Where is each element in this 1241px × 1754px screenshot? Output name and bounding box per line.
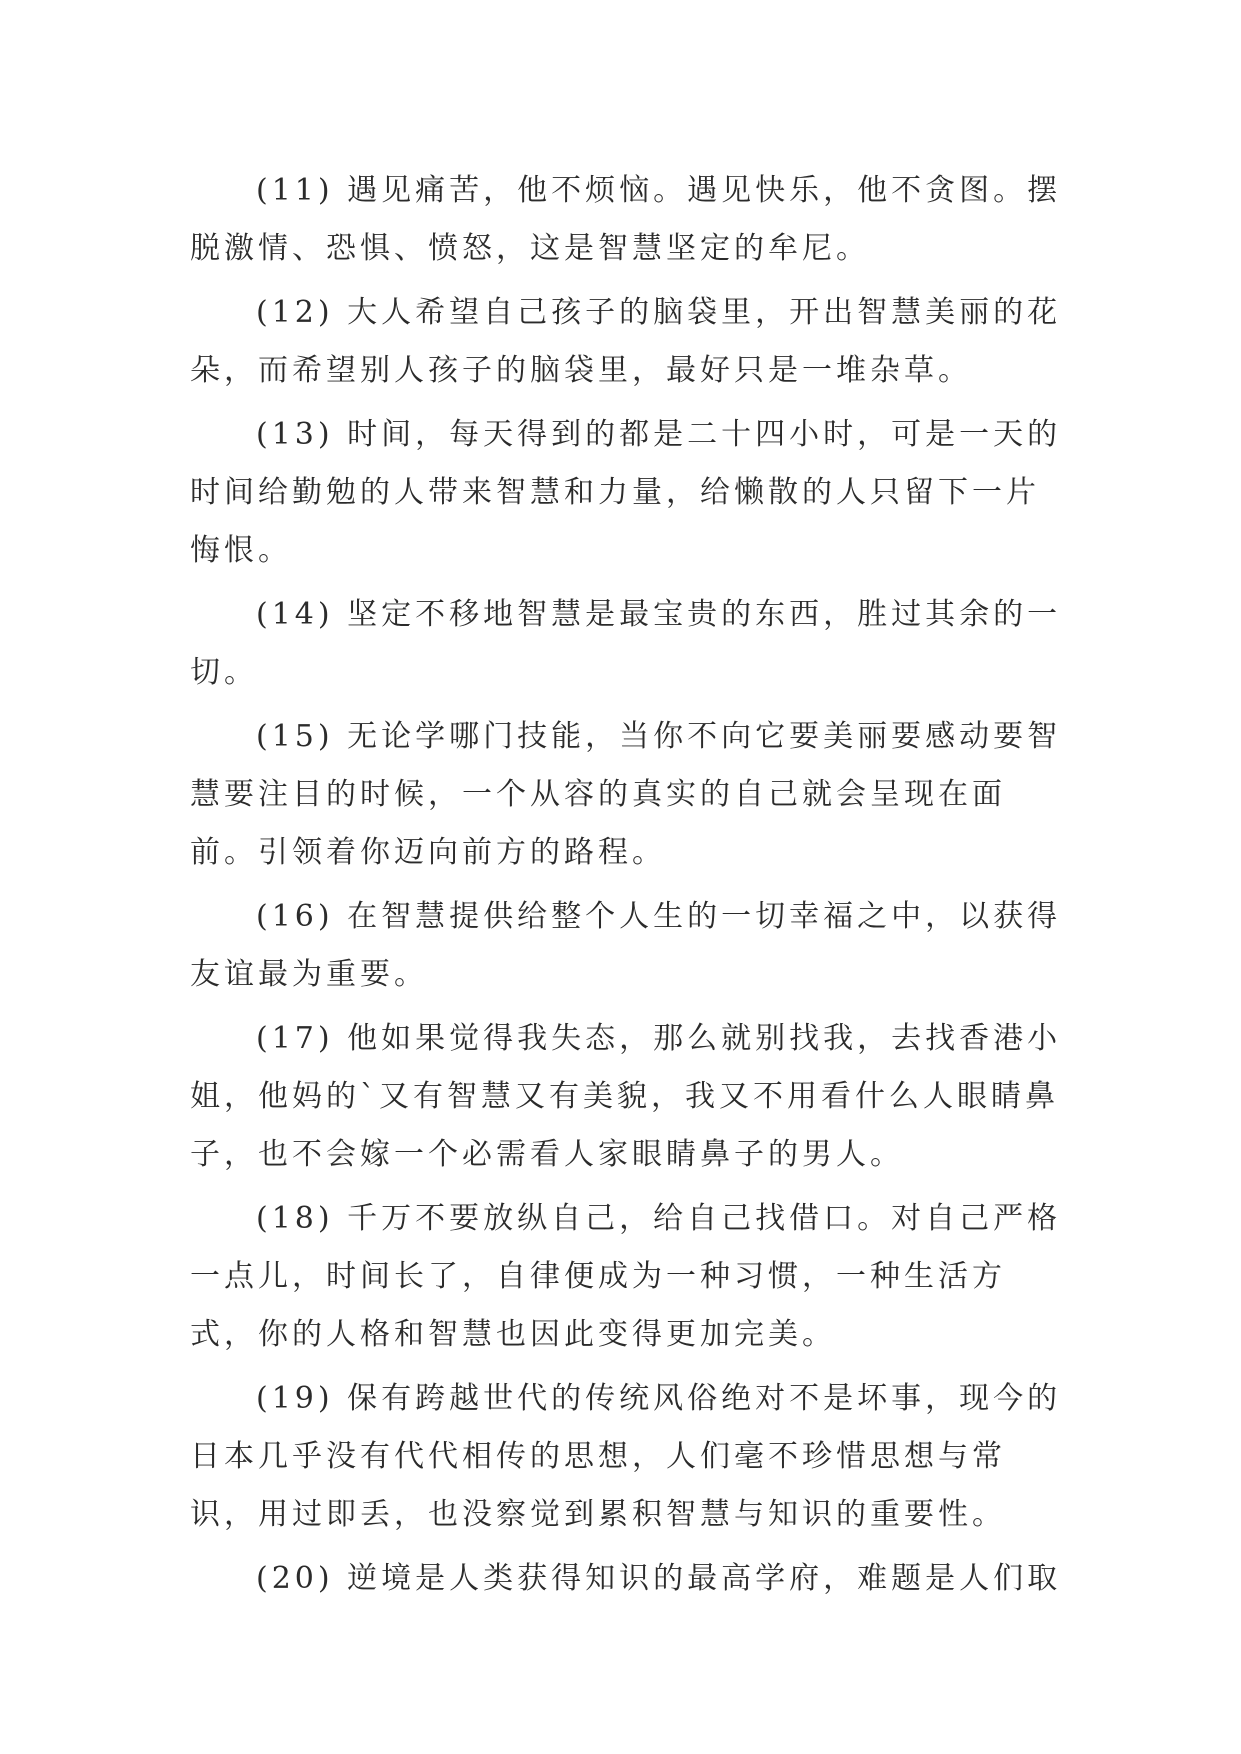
paragraph-11: (11) 遇见痛苦，他不烦恼。遇见快乐，他不贪图。摆脱激情、恐惧、愤怒，这是智慧坚定的牟尼。 [190, 173, 1062, 266]
paragraph-19: (19) 保有跨越世代的传统风俗绝对不是坏事，现今的日本几乎没有代代相传的思想，人们毫不珍惜思想与常识，用过即丢，也没察觉到累积智慧与知识的重要性。 [190, 1381, 1062, 1532]
paragraph-20: (20) 逆境是人类获得知识的最高学府，难题是人们取 [256, 1561, 1062, 1596]
paragraph-15: (15) 无论学哪门技能，当你不向它要美丽要感动要智慧要注目的时候，一个从容的真实的自己就会呈现在面前。引领着你迈向前方的路程。 [190, 719, 1062, 870]
paragraph-13: (13) 时间，每天得到的都是二十四小时，可是一天的时间给勤勉的人带来智慧和力量，给懒散的人只留下一片悔恨。 [190, 417, 1062, 568]
paragraph-16: (16) 在智慧提供给整个人生的一切幸福之中，以获得友谊最为重要。 [190, 899, 1062, 992]
paragraph-18: (18) 千万不要放纵自己，给自己找借口。对自己严格一点儿，时间长了，自律便成为一种习惯，一种生活方式，你的人格和智慧也因此变得更加完美。 [190, 1201, 1062, 1352]
paragraph-14: (14) 坚定不移地智慧是最宝贵的东西，胜过其余的一切。 [190, 597, 1062, 690]
paragraph-12: (12) 大人希望自己孩子的脑袋里，开出智慧美丽的花朵，而希望别人孩子的脑袋里，最好只是一堆杂草。 [190, 295, 1062, 388]
document-body [190, 162, 1070, 1614]
paragraph-17: (17) 他如果觉得我失态，那么就别找我，去找香港小姐，他妈的`又有智慧又有美貌，我又不用看什么人眼睛鼻子，也不会嫁一个必需看人家眼睛鼻子的男人。 [190, 1021, 1062, 1172]
